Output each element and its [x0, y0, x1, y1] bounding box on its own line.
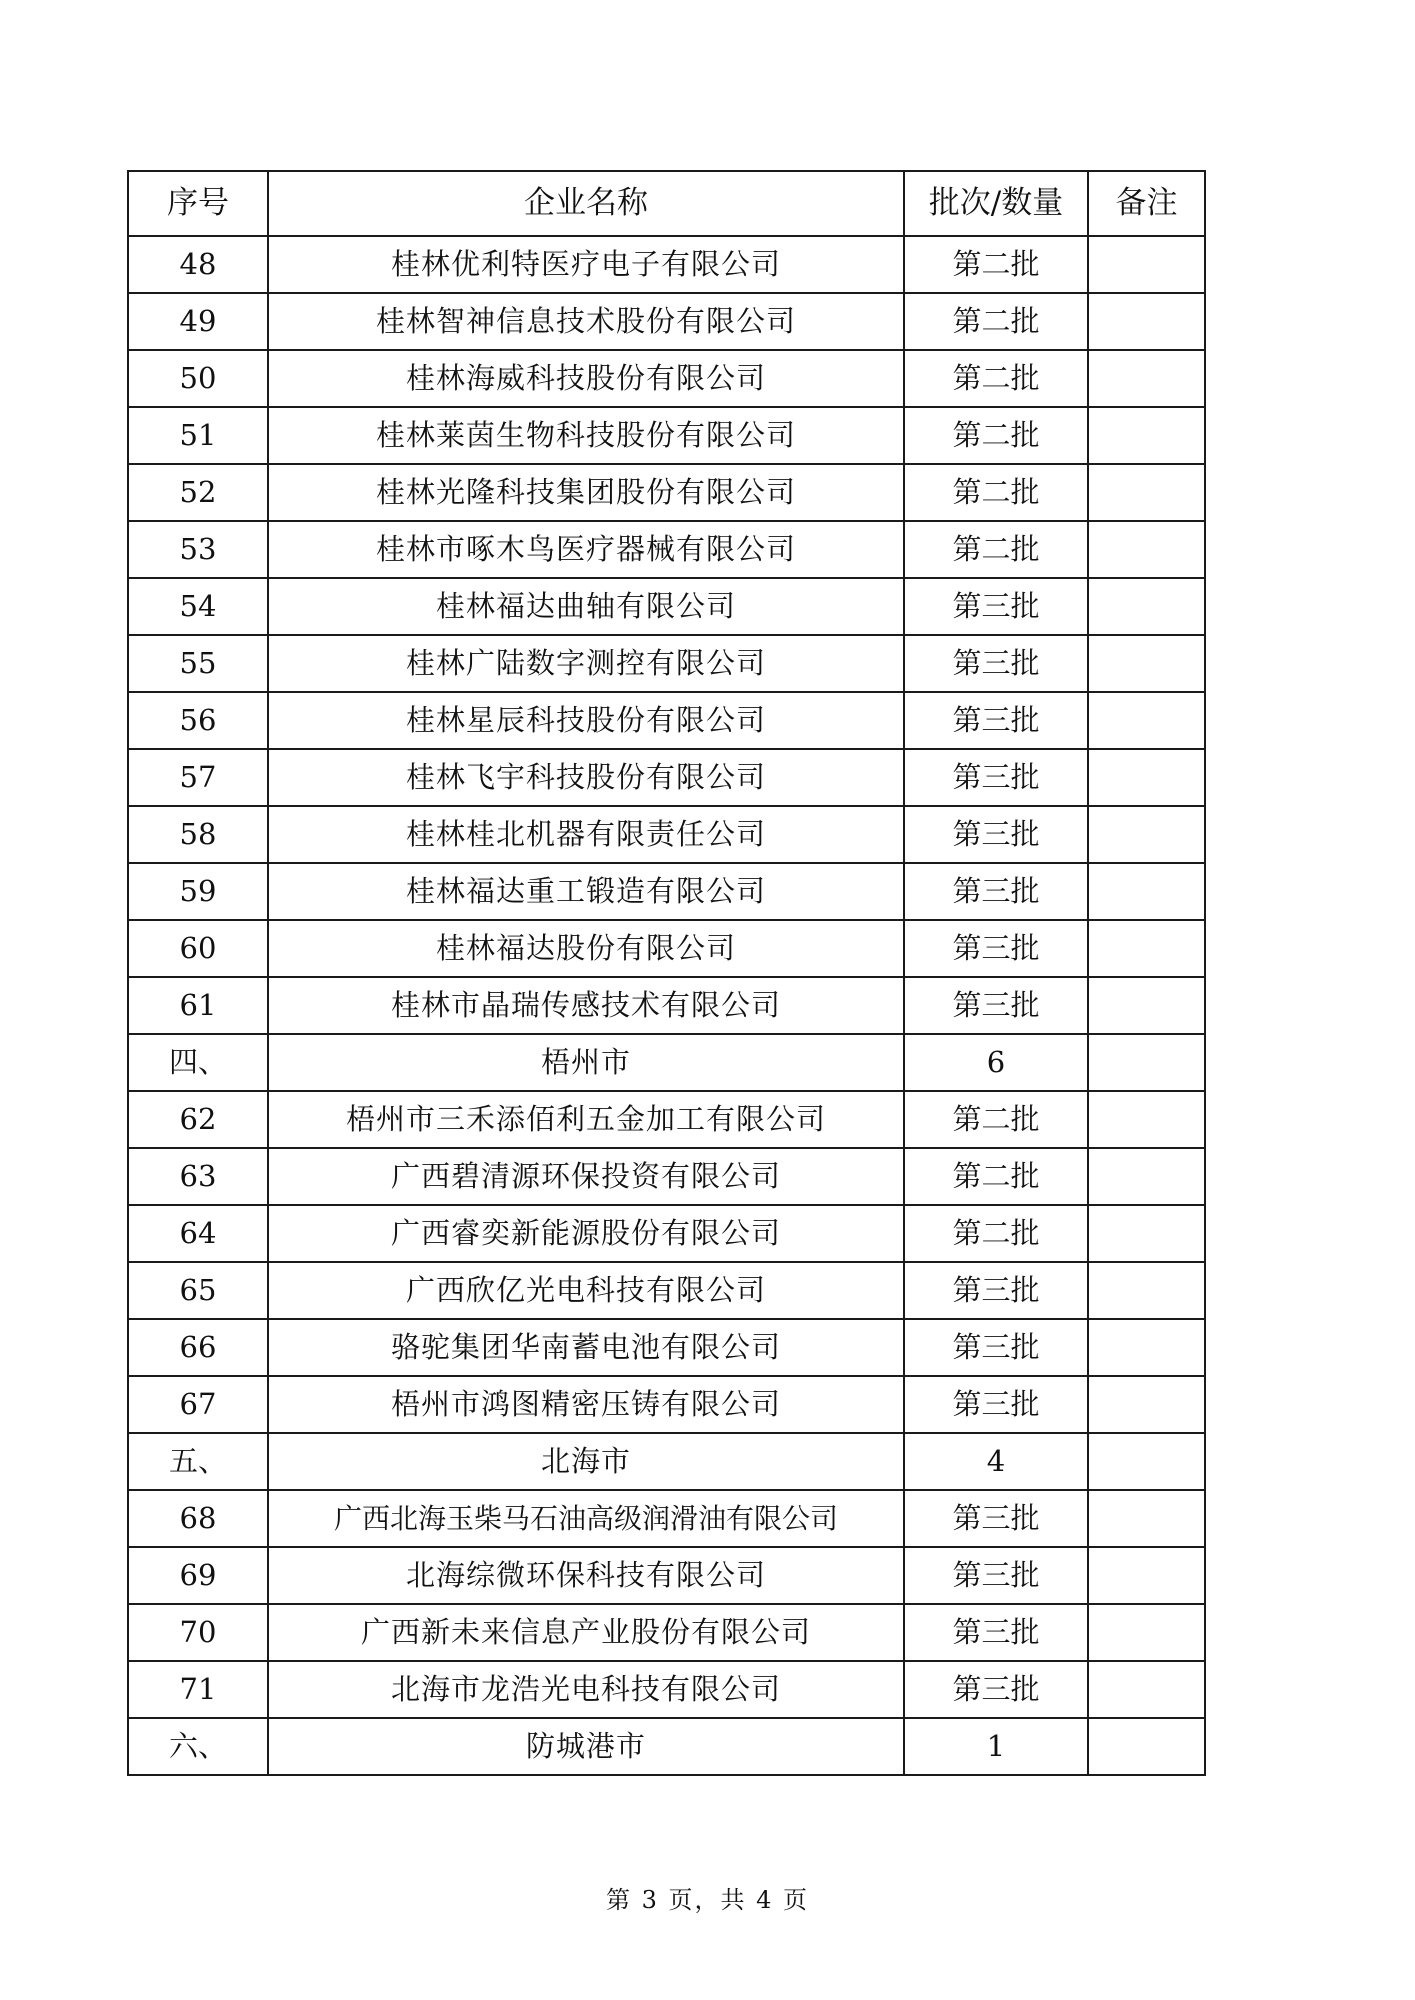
name-cell: 广西睿奕新能源股份有限公司: [268, 1205, 904, 1262]
table-row: [128, 1262, 1205, 1319]
note-cell: [1088, 863, 1205, 920]
batch-cell: 第三批: [904, 863, 1088, 920]
seq-cell: 48: [128, 236, 268, 293]
table-row: [128, 1490, 1205, 1547]
name-cell: 桂林广陆数字测控有限公司: [268, 635, 904, 692]
table-row: [128, 1205, 1205, 1262]
batch-cell: 第二批: [904, 236, 1088, 293]
batch-cell: 第二批: [904, 464, 1088, 521]
note-cell: [1088, 350, 1205, 407]
name-cell: 桂林星辰科技股份有限公司: [268, 692, 904, 749]
seq-cell: 71: [128, 1661, 268, 1718]
note-cell: [1088, 1148, 1205, 1205]
table-row: [128, 920, 1205, 977]
seq-cell: 68: [128, 1490, 268, 1547]
batch-cell: 第二批: [904, 407, 1088, 464]
seq-cell: 70: [128, 1604, 268, 1661]
note-cell: [1088, 1661, 1205, 1718]
name-cell: 桂林海威科技股份有限公司: [268, 350, 904, 407]
page-number: 第 3 页，共 4 页: [605, 1886, 810, 1914]
name-cell: 梧州市鸿图精密压铸有限公司: [268, 1376, 904, 1433]
batch-cell: 第三批: [904, 1661, 1088, 1718]
table-row: [128, 521, 1205, 578]
seq-cell: 六、: [128, 1718, 268, 1775]
seq-cell: 67: [128, 1376, 268, 1433]
batch-cell: 第三批: [904, 1262, 1088, 1319]
seq-cell: 57: [128, 749, 268, 806]
name-cell: 北海市龙浩光电科技有限公司: [268, 1661, 904, 1718]
name-cell: 桂林福达曲轴有限公司: [268, 578, 904, 635]
header-note: 备注: [1088, 171, 1205, 236]
note-cell: [1088, 1034, 1205, 1091]
table-row: [128, 407, 1205, 464]
name-cell: 梧州市: [268, 1034, 904, 1091]
batch-cell: 第二批: [904, 1205, 1088, 1262]
table-row: [128, 1547, 1205, 1604]
table-header: [128, 171, 1205, 236]
seq-cell: 五、: [128, 1433, 268, 1490]
table-row: [128, 806, 1205, 863]
note-cell: [1088, 1262, 1205, 1319]
note-cell: [1088, 578, 1205, 635]
seq-cell: 63: [128, 1148, 268, 1205]
batch-cell: 第二批: [904, 350, 1088, 407]
note-cell: [1088, 1376, 1205, 1433]
seq-cell: 61: [128, 977, 268, 1034]
batch-cell: 第二批: [904, 293, 1088, 350]
table-row: [128, 293, 1205, 350]
table-row: [128, 1148, 1205, 1205]
batch-cell: 4: [904, 1433, 1088, 1490]
seq-cell: 54: [128, 578, 268, 635]
header-name: 企业名称: [268, 171, 904, 236]
batch-cell: 第三批: [904, 1319, 1088, 1376]
table-row: [128, 1034, 1205, 1091]
name-cell: 桂林莱茵生物科技股份有限公司: [268, 407, 904, 464]
batch-cell: 第二批: [904, 1148, 1088, 1205]
seq-cell: 51: [128, 407, 268, 464]
name-cell: 广西碧清源环保投资有限公司: [268, 1148, 904, 1205]
name-cell: 桂林市晶瑞传感技术有限公司: [268, 977, 904, 1034]
seq-cell: 52: [128, 464, 268, 521]
batch-cell: 第三批: [904, 578, 1088, 635]
note-cell: [1088, 692, 1205, 749]
name-cell: 桂林福达股份有限公司: [268, 920, 904, 977]
table-row: [128, 1091, 1205, 1148]
name-cell: 桂林光隆科技集团股份有限公司: [268, 464, 904, 521]
name-cell: 桂林优利特医疗电子有限公司: [268, 236, 904, 293]
seq-cell: 65: [128, 1262, 268, 1319]
note-cell: [1088, 806, 1205, 863]
seq-cell: 53: [128, 521, 268, 578]
name-cell: 桂林市啄木鸟医疗器械有限公司: [268, 521, 904, 578]
batch-cell: 第三批: [904, 692, 1088, 749]
name-cell: 桂林福达重工锻造有限公司: [268, 863, 904, 920]
name-cell: 防城港市: [268, 1718, 904, 1775]
name-cell: 骆驼集团华南蓄电池有限公司: [268, 1319, 904, 1376]
note-cell: [1088, 635, 1205, 692]
batch-cell: 第三批: [904, 1490, 1088, 1547]
note-cell: [1088, 1718, 1205, 1775]
seq-cell: 56: [128, 692, 268, 749]
note-cell: [1088, 1091, 1205, 1148]
batch-cell: 第三批: [904, 1376, 1088, 1433]
seq-cell: 59: [128, 863, 268, 920]
name-cell: 桂林桂北机器有限责任公司: [268, 806, 904, 863]
table-body: [128, 236, 1205, 1775]
table-row: [128, 1319, 1205, 1376]
table-row: [128, 1661, 1205, 1718]
note-cell: [1088, 236, 1205, 293]
batch-cell: 第三批: [904, 635, 1088, 692]
note-cell: [1088, 1319, 1205, 1376]
table-row: [128, 1604, 1205, 1661]
seq-cell: 64: [128, 1205, 268, 1262]
table-row: [128, 1718, 1205, 1775]
batch-cell: 6: [904, 1034, 1088, 1091]
note-cell: [1088, 920, 1205, 977]
seq-cell: 50: [128, 350, 268, 407]
seq-cell: 49: [128, 293, 268, 350]
table-row: [128, 1433, 1205, 1490]
header-seq: 序号: [128, 171, 268, 236]
table-row: [128, 863, 1205, 920]
header-batch: 批次/数量: [904, 171, 1088, 236]
name-cell: 广西北海玉柴马石油高级润滑油有限公司: [268, 1490, 904, 1547]
batch-cell: 第三批: [904, 749, 1088, 806]
table-row: [128, 1376, 1205, 1433]
table-row: [128, 635, 1205, 692]
batch-cell: 第三批: [904, 1604, 1088, 1661]
table-row: [128, 977, 1205, 1034]
name-cell: 梧州市三禾添佰利五金加工有限公司: [268, 1091, 904, 1148]
batch-cell: 第三批: [904, 806, 1088, 863]
table-row: [128, 350, 1205, 407]
name-cell: 北海市: [268, 1433, 904, 1490]
table-row: [128, 464, 1205, 521]
batch-cell: 第三批: [904, 920, 1088, 977]
note-cell: [1088, 977, 1205, 1034]
header-row: [128, 171, 1205, 236]
table-row: [128, 692, 1205, 749]
seq-cell: 60: [128, 920, 268, 977]
enterprise-table: [127, 170, 1206, 1776]
note-cell: [1088, 1205, 1205, 1262]
batch-cell: 1: [904, 1718, 1088, 1775]
seq-cell: 66: [128, 1319, 268, 1376]
note-cell: [1088, 521, 1205, 578]
batch-cell: 第三批: [904, 977, 1088, 1034]
name-cell: 广西欣亿光电科技有限公司: [268, 1262, 904, 1319]
note-cell: [1088, 407, 1205, 464]
table-row: [128, 578, 1205, 635]
table-row: [128, 236, 1205, 293]
note-cell: [1088, 1604, 1205, 1661]
seq-cell: 55: [128, 635, 268, 692]
note-cell: [1088, 293, 1205, 350]
batch-cell: 第二批: [904, 521, 1088, 578]
seq-cell: 62: [128, 1091, 268, 1148]
note-cell: [1088, 464, 1205, 521]
seq-cell: 69: [128, 1547, 268, 1604]
note-cell: [1088, 1547, 1205, 1604]
batch-cell: 第二批: [904, 1091, 1088, 1148]
name-cell: 桂林智神信息技术股份有限公司: [268, 293, 904, 350]
name-cell: 北海综微环保科技有限公司: [268, 1547, 904, 1604]
note-cell: [1088, 749, 1205, 806]
table-row: [128, 749, 1205, 806]
batch-cell: 第三批: [904, 1547, 1088, 1604]
name-cell: 桂林飞宇科技股份有限公司: [268, 749, 904, 806]
name-cell: 广西新未来信息产业股份有限公司: [268, 1604, 904, 1661]
note-cell: [1088, 1433, 1205, 1490]
note-cell: [1088, 1490, 1205, 1547]
seq-cell: 四、: [128, 1034, 268, 1091]
seq-cell: 58: [128, 806, 268, 863]
